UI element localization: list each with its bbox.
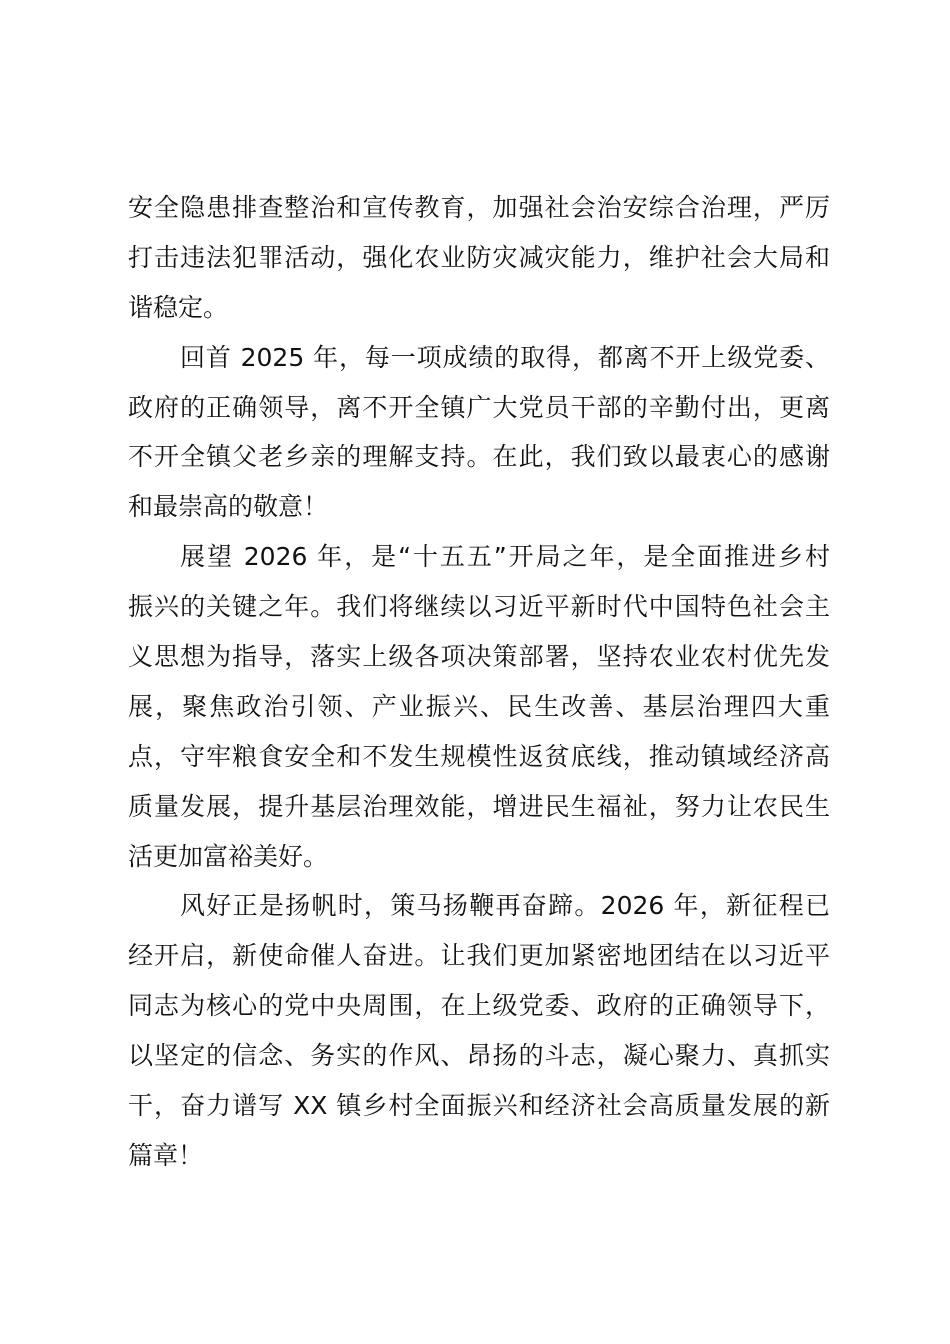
text-line: 振兴的关键之年。我们将继续以习近平新时代中国特色社会主 bbox=[128, 592, 830, 622]
text-line: 同志为核心的党中央周围，在上级党委、政府的正确领导下， bbox=[128, 991, 830, 1021]
text-line: 点，守牢粮食安全和不发生规模性返贫底线，推动镇域经济高 bbox=[128, 741, 830, 771]
text-line: 风好正是扬帆时，策马扬鞭再奋蹄。2026 年，新征程已 bbox=[180, 891, 830, 921]
text-line: 质量发展，提升基层治理效能，增进民生福祉，努力让农民生 bbox=[128, 791, 830, 821]
text-line: 篇章！ bbox=[128, 1140, 204, 1170]
text-line: 不开全镇父老乡亲的理解支持。在此，我们致以最衷心的感谢 bbox=[128, 442, 830, 472]
text-line: 经开启，新使命催人奋进。让我们更加紧密地团结在以习近平 bbox=[128, 941, 830, 971]
text-line: 义思想为指导，落实上级各项决策部署，坚持农业农村优先发 bbox=[128, 642, 830, 672]
text-line: 以坚定的信念、务实的作风、昂扬的斗志，凝心聚力、真抓实 bbox=[128, 1041, 830, 1071]
document-body bbox=[128, 183, 830, 1181]
text-line: 和最崇高的敬意！ bbox=[128, 492, 329, 522]
text-line: 活更加富裕美好。 bbox=[128, 841, 329, 871]
text-line: 谐稳定。 bbox=[128, 292, 229, 322]
text-line: 干，奋力谱写 XX 镇乡村全面振兴和经济社会高质量发展的新 bbox=[128, 1091, 830, 1121]
text-line: 打击违法犯罪活动，强化农业防灾减灾能力，维护社会大局和 bbox=[128, 242, 830, 272]
text-line: 展望 2026 年，是“十五五”开局之年，是全面推进乡村 bbox=[180, 542, 830, 572]
paragraph-outlook-2026 bbox=[128, 532, 830, 881]
paragraph-closing bbox=[128, 881, 830, 1180]
text-line: 政府的正确领导，离不开全镇广大党员干部的辛勤付出，更离 bbox=[128, 392, 830, 422]
paragraph-safety-stability bbox=[128, 183, 830, 333]
paragraph-review-2025 bbox=[128, 333, 830, 533]
text-line: 安全隐患排查整治和宣传教育，加强社会治安综合治理，严厉 bbox=[128, 193, 830, 222]
text-line: 回首 2025 年，每一项成绩的取得，都离不开上级党委、 bbox=[180, 342, 830, 372]
text-line: 展，聚焦政治引领、产业振兴、民生改善、基层治理四大重 bbox=[128, 691, 830, 721]
